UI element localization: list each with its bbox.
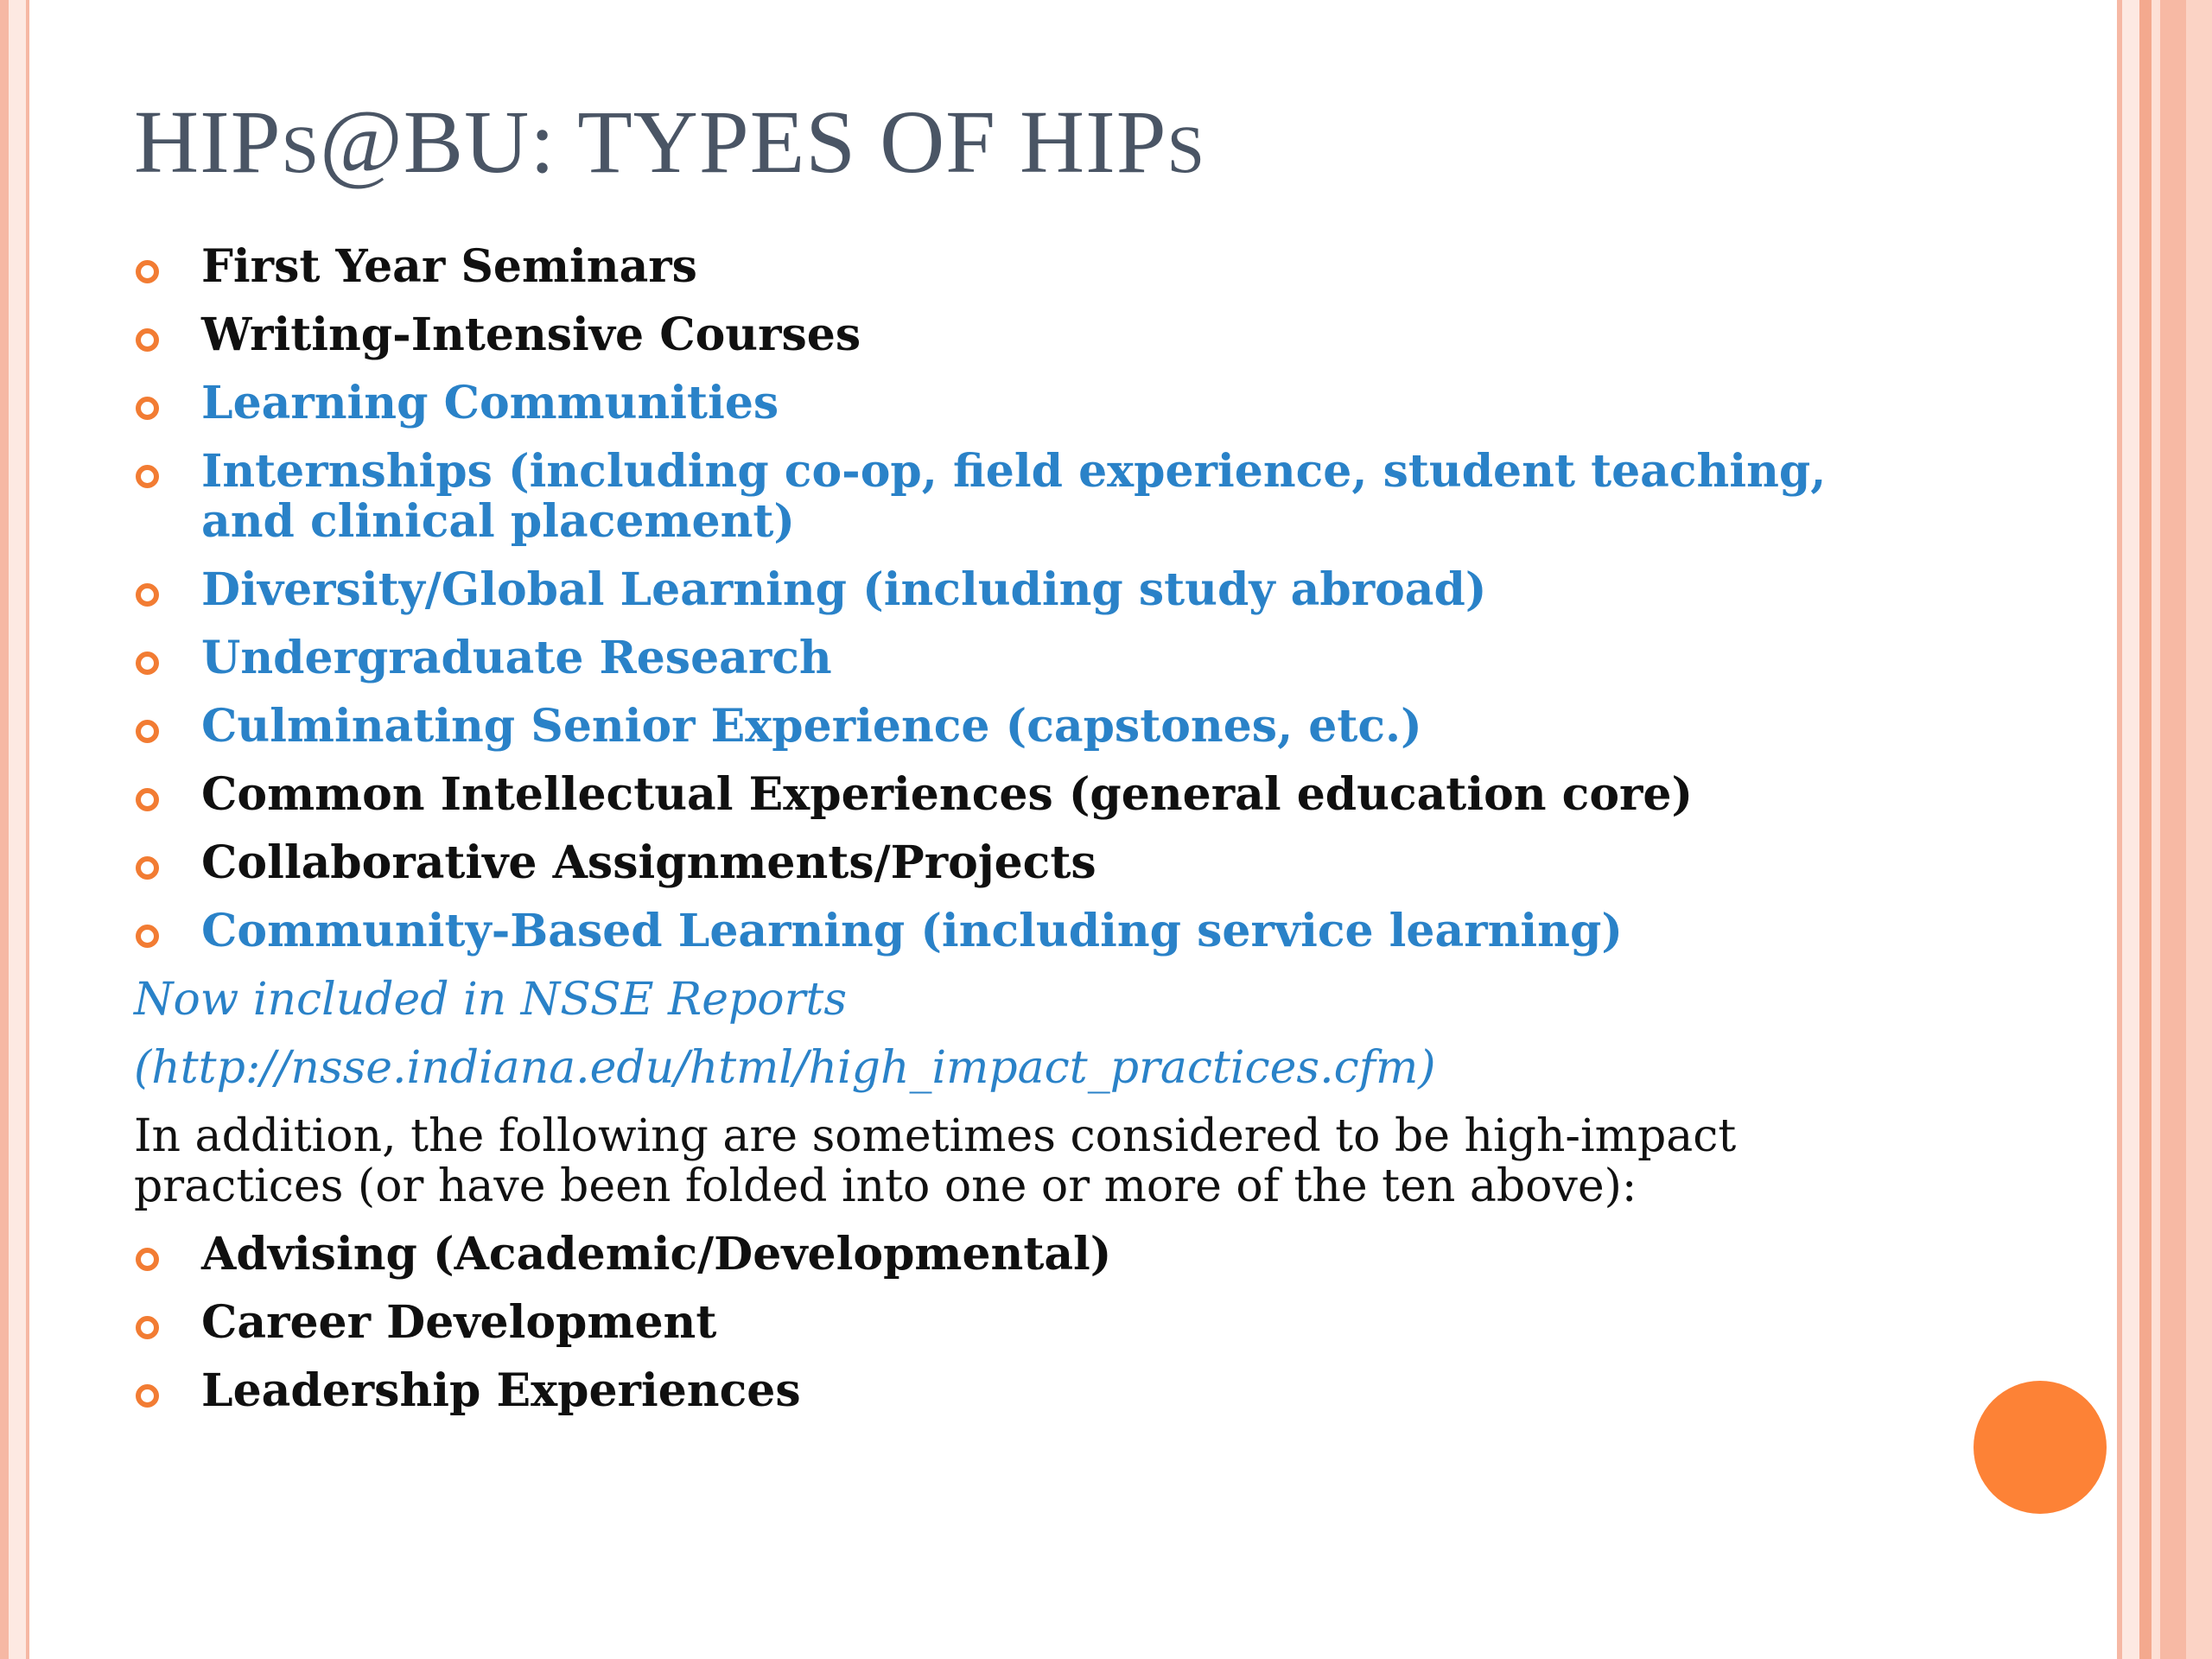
list-item-text: Common Intellectual Experiences (general education core) [201, 768, 1694, 821]
bullet-circle-icon [136, 328, 159, 352]
list-item-text: Learning Communities [201, 377, 779, 429]
bullet-circle-icon [136, 925, 159, 948]
right-border-stripe [2152, 0, 2160, 1659]
bullet-circle-icon [136, 1316, 159, 1339]
list-item [134, 1298, 2078, 1348]
list-item-text: Internships (including co-op, field experience, student teaching, and clinical placement) [201, 445, 1827, 548]
right-border-stripe [2139, 0, 2152, 1659]
title-part: S [281, 111, 320, 187]
left-border-stripe [26, 0, 29, 1659]
list-item [134, 838, 2078, 888]
list-item-text: Diversity/Global Learning (including study abroad) [201, 563, 1487, 616]
additional-hips-list [134, 1230, 2078, 1416]
title-part: S [1166, 111, 1205, 187]
bullet-circle-icon [136, 720, 159, 743]
bullet-circle-icon [136, 465, 159, 488]
list-item-text: Undergraduate Research [201, 632, 832, 684]
bullet-circle-icon [136, 856, 159, 880]
slide-title [134, 91, 1205, 194]
bullet-circle-icon [136, 260, 159, 283]
bullet-circle-icon [136, 583, 159, 607]
list-item [134, 242, 2078, 292]
list-item-text: Writing-Intensive Courses [201, 308, 861, 361]
bullet-circle-icon [136, 788, 159, 811]
list-item [134, 378, 2078, 429]
bullet-circle-icon [136, 1248, 159, 1271]
list-item [134, 1366, 2078, 1416]
nsse-url: (http://nsse.indiana.edu/html/high_impact_practices.cfm) [134, 1042, 1436, 1094]
list-item [134, 770, 2078, 820]
list-item-text: Community-Based Learning (including service learning) [201, 905, 1623, 957]
left-border-stripe [0, 0, 9, 1659]
bullet-circle-icon [136, 652, 159, 675]
list-item [134, 565, 2078, 615]
hips-list [134, 242, 2078, 957]
right-border-stripe [2122, 0, 2139, 1659]
decorative-circle-icon [1974, 1381, 2107, 1514]
left-border-stripe [9, 0, 26, 1659]
bullet-circle-icon [136, 397, 159, 420]
title-part: HIP [134, 92, 282, 192]
list-item-text: Collaborative Assignments/Projects [201, 836, 1096, 889]
list-item [134, 906, 2078, 957]
list-item [134, 1230, 2078, 1280]
slide-content [134, 242, 2078, 1434]
list-item-text: Advising (Academic/Developmental) [201, 1228, 1112, 1281]
nsse-note: Now included in NSSE Reports [134, 974, 848, 1026]
bullet-circle-icon [136, 1384, 159, 1408]
list-item-text: Career Development [201, 1296, 717, 1349]
additional-practices-paragraph: In addition, the following are sometimes considered to be high-impact practices (or have been folded into one or more of the ten above): [134, 1110, 1737, 1212]
list-item [134, 447, 1843, 547]
list-item [134, 310, 2078, 360]
list-item [134, 702, 2078, 752]
right-border-stripe [2186, 0, 2212, 1659]
list-item [134, 633, 2078, 683]
list-item-text: Culminating Senior Experience (capstones, etc.) [201, 700, 1422, 753]
title-part: @BU: TYPES OF HIP [319, 92, 1167, 192]
list-item-text: First Year Seminars [201, 240, 697, 293]
right-border-stripe [2160, 0, 2186, 1659]
list-item-text: Leadership Experiences [201, 1364, 801, 1417]
